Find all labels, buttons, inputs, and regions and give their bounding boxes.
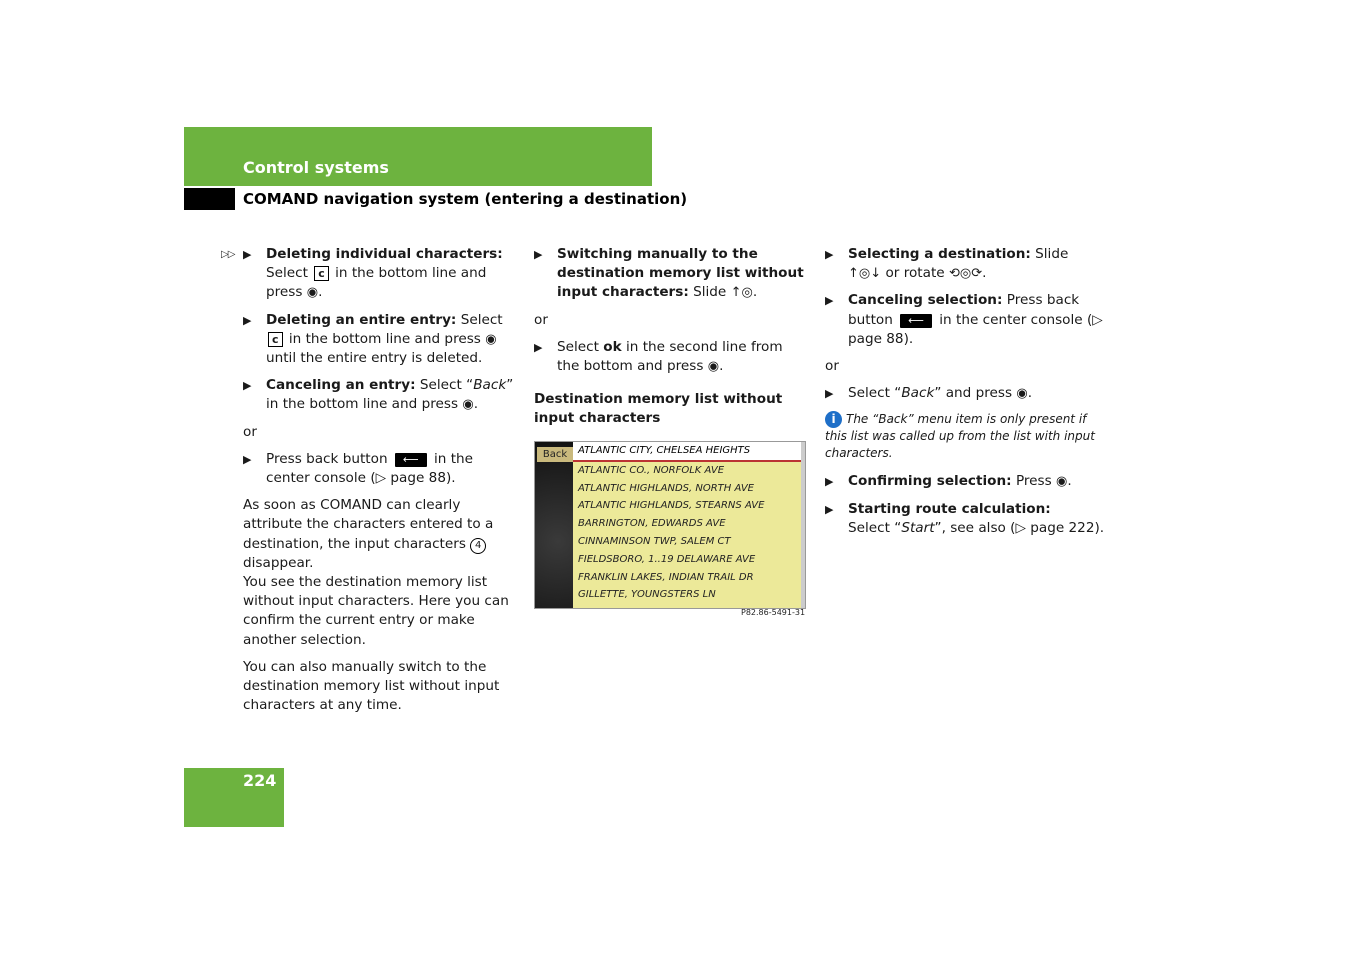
column-2 xyxy=(534,245,809,435)
screen-background xyxy=(535,442,573,608)
list-item: ▶ Confirming selection: Press ◉. xyxy=(825,472,1105,491)
bullet-icon: ▶ xyxy=(825,502,834,516)
callout-number: 4 xyxy=(470,538,486,554)
list-item xyxy=(825,291,1105,349)
list-item: ATLANTIC CO., NORFOLK AVE xyxy=(578,464,725,476)
item-text: Press back button xyxy=(266,450,388,467)
list-item: ATLANTIC HIGHLANDS, NORTH AVE xyxy=(578,482,754,494)
or-text: or xyxy=(825,358,839,375)
page-number: 224 xyxy=(243,771,277,790)
item-text: ”, see also (▷ page 222). xyxy=(934,519,1105,536)
screen-scrollbar xyxy=(801,442,805,608)
ok-label: ok xyxy=(603,338,622,355)
bullet-icon: ▶ xyxy=(243,379,252,393)
image-caption: P82.86-5491-31 xyxy=(741,608,806,617)
item-heading: Canceling an entry: xyxy=(266,377,416,394)
list-item: ▶ Select “Back” and press ◉. xyxy=(825,384,1105,403)
item-text: Select xyxy=(557,338,599,355)
list-item: GILLETTE, YOUNGSTERS LN xyxy=(578,589,716,601)
key-c-icon: c xyxy=(268,332,283,347)
section-tab-marker xyxy=(184,188,235,210)
list-item: ▶ Canceling an entry: Select “Back” in the bottom line and press ◉. xyxy=(243,376,518,414)
section-title: Control systems xyxy=(243,158,389,177)
item-text: until the entire entry is deleted. xyxy=(266,350,483,367)
bullet-icon: ▶ xyxy=(243,248,252,261)
list-item: ▶ Selecting a destination: Slide ↑◎↓ or rotate ⟲◎⟳. xyxy=(825,245,1105,283)
screen-back-button: Back xyxy=(537,447,573,462)
column-3 xyxy=(825,245,1105,546)
rotate-controller-icon: ⟲◎⟳ xyxy=(948,266,983,282)
slide-updown-icon: ↑◎↓ xyxy=(848,266,882,282)
item-heading: Switching manually to the destination memory list without input characters: xyxy=(557,246,804,301)
para-text: As soon as COMAND can clearly attribute the characters entered to a destination, the input characters xyxy=(243,497,494,552)
bullet-icon: ▶ xyxy=(243,313,252,327)
bullet-icon: ▶ xyxy=(534,248,543,261)
item-text: in the center console (▷ page 88). xyxy=(266,450,474,487)
item-text: in the bottom line and press xyxy=(288,330,481,347)
list-item: FIELDSBORO, 1..19 DELAWARE AVE xyxy=(578,553,756,565)
item-heading: Deleting individual characters: xyxy=(266,246,503,262)
list-item xyxy=(243,450,518,488)
list-item: ▶ Switching manually to the destination memory list without input characters: Slide ↑◎. xyxy=(534,245,809,303)
list-item: ATLANTIC CITY, CHELSEA HEIGHTS xyxy=(573,442,805,462)
list-item: CINNAMINSON TWP, SALEM CT xyxy=(578,535,731,547)
or-text: or xyxy=(243,423,257,440)
item-text: in the center console (▷ page 88). xyxy=(848,311,1103,347)
bullet-icon: ▶ xyxy=(534,340,543,354)
item-text: Select “ xyxy=(419,377,474,394)
press-controller-icon: ◉ xyxy=(707,359,720,375)
subsection-heading: Destination memory list without input characters xyxy=(534,391,783,427)
item-text: Press back button xyxy=(848,292,1080,328)
bullet-icon: ▶ xyxy=(825,248,834,261)
note-text: The “Back” menu item is only present if this list was called up from the list with input characters. xyxy=(825,412,1095,461)
back-button-icon: ⟵ xyxy=(395,453,427,467)
list-item xyxy=(825,500,1105,538)
continue-marker: ▷▷ xyxy=(221,249,235,260)
item-text: Select “ xyxy=(848,519,902,536)
paragraph: You can also manually switch to the destination memory list without input characters at any time. xyxy=(243,658,500,714)
item-text: or rotate xyxy=(885,265,945,282)
back-button-icon: ⟵ xyxy=(900,314,932,328)
page-subtitle: COMAND navigation system (entering a destination) xyxy=(243,190,688,208)
item-heading: Confirming selection: xyxy=(848,473,1012,490)
press-controller-icon: ◉ xyxy=(485,331,497,347)
bullet-icon: ▶ xyxy=(825,387,834,401)
para-text: You see the destination memory list without input characters. Here you can confirm the current entry or make another selection. xyxy=(243,574,509,648)
list-item: BARRINGTON, EDWARDS AVE xyxy=(578,518,726,530)
item-italic: Start xyxy=(901,519,935,536)
item-text: in the bottom line and press xyxy=(266,265,487,301)
column-1 xyxy=(221,245,518,723)
bullet-icon: ▶ xyxy=(825,294,834,308)
item-text: ” in the bottom line and press xyxy=(266,377,514,413)
paragraph xyxy=(243,496,518,650)
list-item: ▷▷ ▶ Deleting individual characters: Select c in the bottom line and press ◉. xyxy=(243,245,518,303)
bullet-icon: ▶ xyxy=(243,452,252,466)
item-text: Select xyxy=(460,311,503,328)
item-text: in the second line from the bottom and press xyxy=(557,338,783,375)
item-text: Select “ xyxy=(848,385,902,402)
list-item: ▶ Select ok in the second line from the bottom and press ◉. xyxy=(534,338,809,376)
item-text: Slide xyxy=(1035,246,1069,262)
list-item: ATLANTIC HIGHLANDS, STEARNS AVE xyxy=(578,500,765,512)
press-controller-icon: ◉ xyxy=(306,285,319,301)
press-controller-icon: ◉ xyxy=(1016,386,1028,402)
para-text: disappear. xyxy=(243,554,314,571)
list-item xyxy=(243,311,518,369)
destination-list xyxy=(573,442,805,608)
item-text: Slide xyxy=(693,284,727,301)
item-text: ” and press xyxy=(934,385,1013,402)
item-heading: Starting route calculation: xyxy=(848,500,1051,517)
destination-memory-screen xyxy=(534,441,806,609)
info-icon: i xyxy=(825,411,842,428)
press-controller-icon: ◉ xyxy=(1056,474,1068,490)
item-text: Press xyxy=(1015,473,1052,490)
or-text: or xyxy=(534,311,548,328)
item-text: Select xyxy=(266,265,308,282)
key-c-icon: c xyxy=(314,266,329,281)
bullet-icon: ▶ xyxy=(825,475,834,489)
header-band xyxy=(184,127,652,186)
press-controller-icon: ◉ xyxy=(462,397,474,413)
item-italic: Back xyxy=(901,385,935,402)
item-heading: Deleting an entire entry: xyxy=(266,311,457,328)
info-note xyxy=(825,411,1105,462)
list-item: FRANKLIN LAKES, INDIAN TRAIL DR xyxy=(578,571,754,583)
item-italic: Back xyxy=(473,377,507,394)
slide-controller-icon: ↑◎ xyxy=(730,285,753,301)
item-heading: Selecting a destination: xyxy=(848,246,1031,262)
item-heading: Canceling selection: xyxy=(848,292,1003,309)
